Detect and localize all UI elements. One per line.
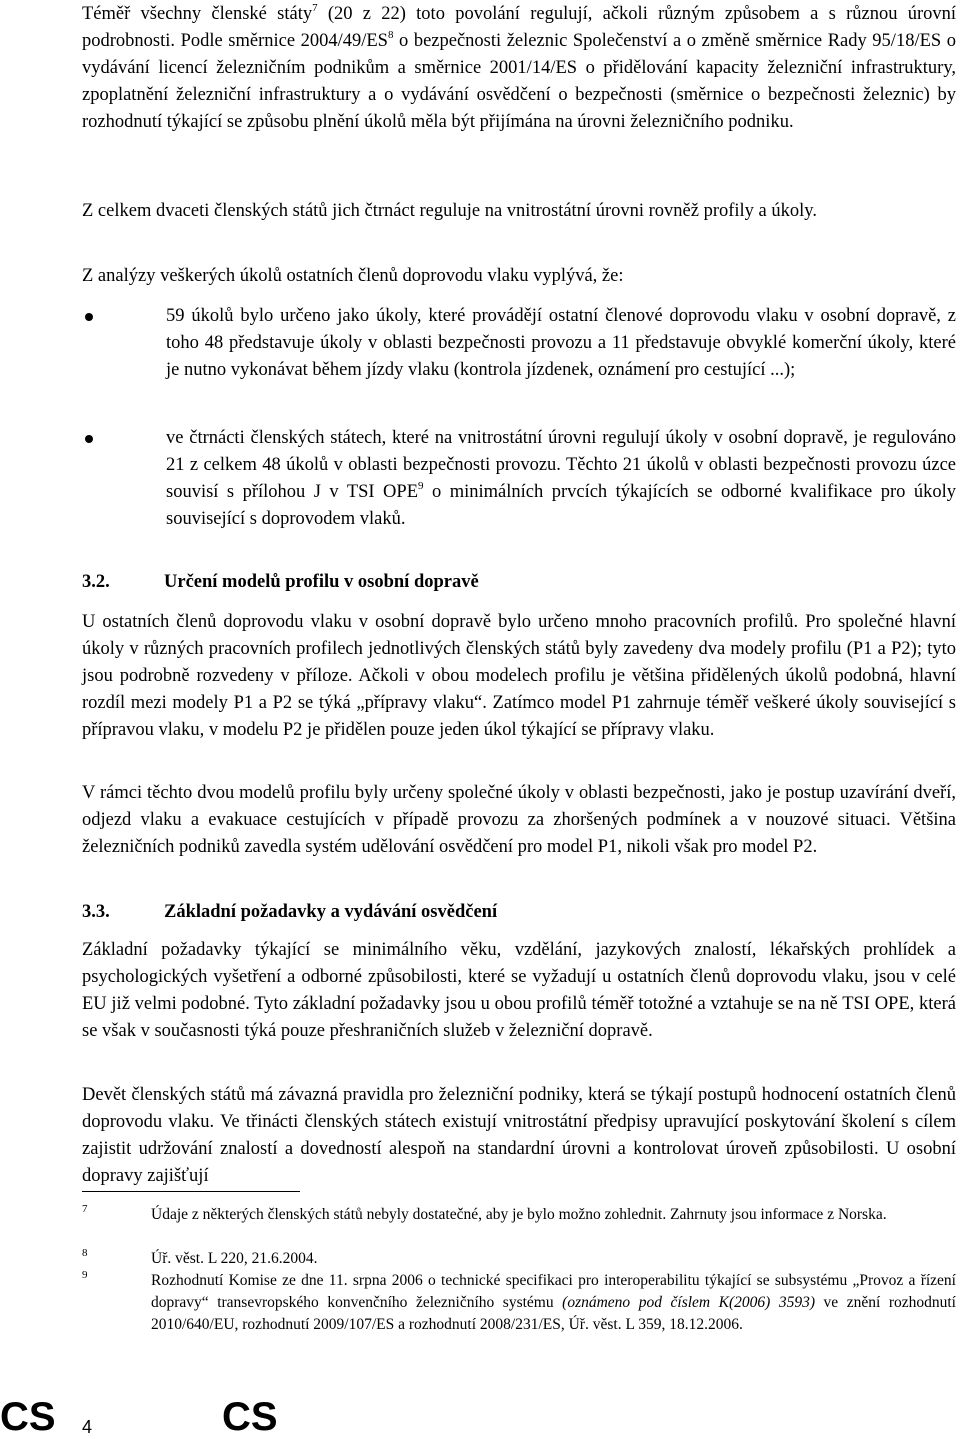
bullet-text: ve čtrnácti členských státech, které na vnitrostátní úrovni regulují úkoly v osobní dopravě, je regulováno 21 z celkem 48 úkolů v oblasti bezpečnosti provozu. Těchto 21 úkolů v oblasti bezpečnosti provozu úzce souvisí s přílohou J v TSI OPE$^9$ o minimálních prvcích týkajících se odborné kvalifikace pro úkoly související s doprovodem vlaků. [166,428,957,529]
section-3-3-paragraph-2: Devět členských států má závazná pravidla pro železniční podniky, která se týkají postupů hodnocení ostatních členů doprovodu vlaku. Ve třinácti členských státech existují vnitrostátní předpisy upravující poskytování školení s cílem zajistit udržování znalostí a dovedností alespoň na standardní úrovni a kontrolovat úroveň způsobilosti. U osobní dopravy zajišťují [82,1085,956,1186]
bullet-item-regulation [82,425,956,533]
section-3-3-paragraph-1: Základní požadavky týkající se minimálního věku, vzdělání, jazykových znalostí, lékařských prohlídek a psychologických vyšetření a odborné způsobilosti, které se vyžadují u ostatních členů doprovodu vlaku, jsou v celé EU již velmi podobné. Tyto základní požadavky jsou u obou profilů téměř totožné a vztahuje se na ně TSI OPE, která se však v současnosti týká pouze přeshraničních služeb v železniční dopravě. [82,940,956,1041]
footnote-ref-9[interactable]: 9 [418,479,424,492]
section-number: 3.2. [82,572,110,592]
bullet-text: 59 úkolů bylo určeno jako úkoly, které provádějí ostatní členové doprovodu vlaku v osobní dopravě, z toho 48 představuje úkoly v oblasti bezpečnosti provozu a 11 představuje obvyklé komerční úkoly, které je nutno vykonávat během jízdy vlaku (kontrola jízdenek, oznámení pro cestující ...); [166,306,956,380]
bullet-item-tasks [82,303,956,384]
section-3-2-paragraph-1: U ostatních členů doprovodu vlaku v osobní dopravě bylo určeno mnoho pracovních profilů. Pro společné hlavní úkoly v různých pracovních profilech jednotlivých členských států byly zavedeny dva modely profilu (P1 a P2); tyto jsou podrobně rozvedeny v příloze. Ačkoli v obou modelech profilu je většina přidělených úkolů podobná, hlavní rozdíl mezi modely P1 a P2 se týká „přípravy vlaku“. Zatímco model P1 zahrnuje téměř veškeré úkoly související s přípravou vlaku, v modelu P2 je přidělen pouze jeden úkol týkající se přípravy vlaku. [82,612,956,740]
footnote-text: Údaje z některých členských států nebyly dostatečné, aby je bylo možno zohlednit. Zahrnuty jsou informace z Norska. [151,1206,887,1223]
footnote-separator [82,1191,300,1192]
section-heading-3-2 [82,569,956,596]
page-footer [0,1395,960,1439]
footnote-number: 7 [82,1203,88,1215]
section-title: Základní požadavky a vydávání osvědčení [164,902,498,922]
section-3-2-paragraph-2: V rámci těchto dvou modelů profilu byly určeny společné úkoly v oblasti bezpečnosti, jako je postup uzavírání dveří, odjezd vlaku a evakuace cestujících v případě provozu za zhoršených podmínek a v nouzové situaci. Většina železničních podniků zavedla systém udělování osvědčení pro model P1, nikoli však pro model P2. [82,783,956,857]
footnote-number: 8 [82,1247,88,1259]
section-number: 3.3. [82,902,110,922]
footnote-text: Úř. věst. L 220, 21.6.2004. [151,1250,318,1267]
page-number: 4 [82,1417,93,1437]
footnote-7 [82,1204,956,1226]
language-code-left: CS [0,1395,56,1439]
paragraph-analysis-intro: Z analýzy veškerých úkolů ostatních členů doprovodu vlaku vyplývá, že: [82,266,624,286]
footnote-number: 9 [82,1269,88,1281]
footnote-ref-7[interactable]: 7 [312,1,318,14]
footnote-text: Rozhodnutí Komise ze dne 11. srpna 2006 o technické specifikaci pro interoperabilitu týkající se subsystému „Provoz a řízení dopravy“ transevropského konvenčního železničního systému (oznámeno pod číslem K(2006) 3593) ve znění rozhodnutí 2010/640/EU, rozhodnutí 2009/107/ES a rozhodnutí 2008/231/ES, Úř. věst. L 359, 18.12.2006. [151,1272,956,1333]
footnote-9 [82,1270,956,1336]
footnote-8 [82,1248,956,1270]
section-title: Určení modelů profilu v osobní dopravě [164,572,479,592]
footnote-ref-8[interactable]: 8 [387,28,394,41]
paragraph-member-states: Z celkem dvaceti členských států jich čtrnáct reguluje na vnitrostátní úrovni rovněž profily a úkoly. [82,201,817,221]
section-heading-3-3 [82,899,956,926]
language-code-right: CS [222,1395,278,1439]
intro-paragraph: Téměř všechny členské státy$^7$ (20 z 22) toto povolání regulují, ačkoli různým způsobem a s různou úrovní podrobnosti. Podle směrnice $2004/49/ES^8$ o bezpečnosti železnic Společenství a o změně směrnice Rady 95/18/ES o vydávání licencí železničním podnikům a směrnice 2001/14/ES o přidělování kapacity železniční infrastruktury, zpoplatnění železniční infrastruktury a o vydávání osvědčení o bezpečnosti (směrnice o bezpečnosti železnic) by rozhodnutí týkající se způsobu plnění úkolů měla být přijímána na úrovni železničního podniku. [82,1,956,132]
